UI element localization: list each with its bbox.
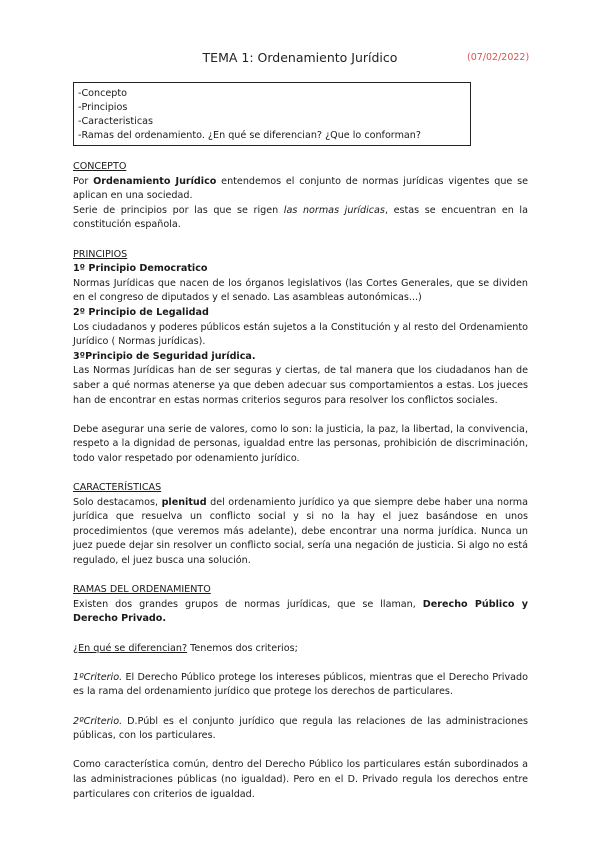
text: Existen dos grandes grupos de normas jurídicas, que se llaman,	[73, 598, 423, 610]
section-heading-concepto: CONCEPTO	[73, 161, 127, 172]
text: Por	[73, 175, 94, 187]
section-heading-ramas: RAMAS DEL ORDENAMIENTO	[73, 584, 211, 596]
concepto-paragraph-2	[73, 204, 528, 233]
toc-item: -Ramas del ordenamiento. ¿En qué se diferencian? ¿Que lo conforman?	[78, 130, 421, 141]
ramas-final-paragraph: Como característica común, dentro del Derecho Público los particulares están subordinados a las administraciones públicas (no igualdad). Pero en el D. Privado regula los derechos entre particulares con criterios de igualdad.	[73, 759, 528, 800]
bold-term: Ordenamiento Jurídico	[93, 175, 217, 187]
ramas-paragraph-1	[73, 598, 528, 627]
caracteristicas-paragraph	[73, 496, 528, 569]
date-label: (07/02/2022)	[467, 52, 530, 63]
document-body	[73, 160, 528, 802]
text: del ordenamiento jurídico ya que siempre debe haber una norma jurídica que resuelva un conflicto social y si no la hay el juez basándose en unos procedimientos (que veremos más adelante), debe encontrar una norma jurídica. Nunca un juez puede dejar sin resolver un conflicto social, sería una negación de justicia. Si algo no está regulado, el juez busca una solución.	[73, 496, 528, 567]
principle-values-paragraph: Debe asegurar una serie de valores, como lo son: la justicia, la paz, la libertad, la convivencia, respeto a la dignidad de personas, igualdad entre las personas, prohibición de discriminación, todo valor respetado por odenamiento jurídico.	[73, 423, 528, 464]
principle-title-2: 2º Principio de Legalidad	[73, 306, 209, 318]
criterio-2-paragraph	[73, 715, 528, 744]
table-of-contents-box	[73, 82, 471, 146]
page-title: TEMA 1: Ordenamiento Jurídico	[202, 50, 398, 65]
criterio-label: 1ºCriterio.	[73, 671, 123, 683]
text: entendemos el conjunto de normas jurídicas vigentes que se aplican en una sociedad.	[73, 175, 528, 202]
text: Solo destacamos,	[73, 496, 162, 508]
text: D.Públ es el conjunto jurídico que regula las relaciones de las administraciones públicas, con los particulares.	[73, 715, 528, 742]
toc-item: -Concepto	[78, 88, 128, 99]
ramas-question	[73, 642, 528, 657]
principle-title-3: 3ºPrincipio de Seguridad jurídica.	[73, 350, 256, 362]
section-heading-caracteristicas: CARACTERÍSTICAS	[73, 482, 162, 494]
toc-item: -Caracteristicas	[78, 116, 153, 127]
text: , estas se encuentran en la constitución española.	[73, 204, 528, 231]
criterio-label: 2ºCriterio.	[73, 715, 123, 727]
bold-term: Derecho Público y Derecho Privado.	[73, 598, 528, 625]
toc-item: -Principios	[78, 102, 128, 113]
text: Serie de principios por las que se rigen	[73, 204, 284, 216]
principle-text-1: Normas Jurídicas que nacen de los órganos legislativos (las Cortes Generales, que se dividen en el congreso de diputados y el senado. Las asambleas autonómicas...)	[73, 277, 528, 304]
criterio-1-paragraph	[73, 671, 528, 700]
bold-term: plenitud	[161, 496, 207, 508]
principle-text-2: Los ciudadanos y poderes públicos están sujetos a la Constitución y al resto del Ordenamiento Jurídico ( Normas jurídicas).	[73, 321, 528, 348]
principle-text-3: Las Normas Jurídicas han de ser seguras y ciertas, de tal manera que los ciudadanos han de saber a qué normas atenerse ya que deben adecuar sus comportamientos a estas. Los jueces han de encontrar en estas normas criterios seguros para resolver los conflictos sociales.	[73, 365, 528, 406]
text: El Derecho Público protege los intereses públicos, mientras que el Derecho Privado es la rama del ordenamiento jurídico que protege los derechos de particulares.	[73, 671, 528, 698]
concepto-paragraph-1	[73, 175, 528, 204]
text: Tenemos dos criterios;	[187, 642, 298, 654]
italic-term: las normas jurídicas	[283, 204, 385, 216]
section-heading-principios: PRINCIPIOS	[73, 248, 128, 260]
underlined-question: ¿En qué se diferencian?	[73, 642, 188, 654]
principle-title-1: 1º Principio Democratico	[73, 263, 208, 275]
